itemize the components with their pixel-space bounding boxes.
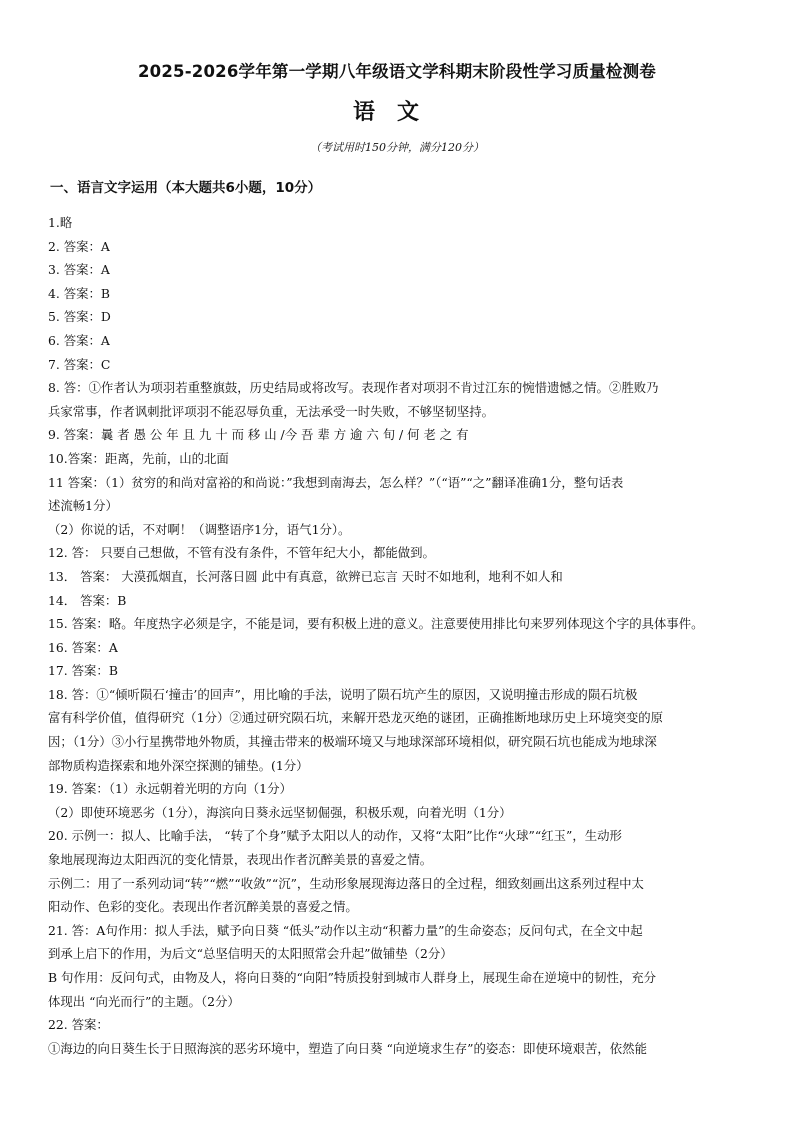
answer-line: 4. 答案：B <box>48 285 111 301</box>
answer-line: 到承上启下的作用，为后文“总坚信明天的太阳照常会升起”做铺垫（2分） <box>48 946 453 962</box>
answer-line: 7. 答案：C <box>48 356 111 372</box>
answer-line: 阳动作、色彩的变化。表现出作者沉醉美景的喜爱之情。 <box>48 899 358 915</box>
answer-line: 2. 答案：A <box>48 238 110 254</box>
answer-line: 1.略 <box>48 215 73 230</box>
answer-line: 17. 答案：B <box>48 663 118 679</box>
answer-line: 示例二：用了一系列动词“转”“燃”“收敛”“沉”，生动形象展现海边落日的全过程，细致刻画出这系列过程中太 <box>48 875 644 891</box>
answer-line: 体现出 “向光而行”的主题。（2分） <box>48 993 240 1009</box>
answer-line: 13． 答案： 大漠孤烟直，长河落日圆 此中有真意，欲辨已忘言 天时不如地利，地利不如人和 <box>48 568 563 584</box>
answer-line: 9. 答案：曩 者 愚 公 年 且 九 十 而 移 山 /今 吾 辈 方 逾 六 旬 / 何 老 之 有 <box>48 427 469 443</box>
answer-line: （2）即使环境恶劣（1分），海滨向日葵永远坚韧倔强，积极乐观，向着光明（1分） <box>48 804 512 820</box>
exam-title: 2025-2026学年第一学期八年级语文学科期末阶段性学习质量检测卷 <box>138 62 656 81</box>
answer-line: 21. 答：A句作用：拟人手法，赋予向日葵 “低头”动作以主动“积蓄力量”的生命姿态；反问句式，在全文中起 <box>48 922 643 938</box>
subject-heading: 语文 <box>352 100 441 125</box>
answer-line: 6. 答案：A <box>48 332 110 348</box>
answer-line: 述流畅1分） <box>48 498 118 514</box>
answer-line: 10.答案：距离，先前，山的北面 <box>48 450 229 466</box>
answer-line: 富有科学价值，值得研究（1分）②通过研究陨石坑，来解开恐龙灭绝的谜团，正确推断地球历史上环境突变的原 <box>48 710 664 726</box>
answer-line: 部物质构造探索和地外深空探测的铺垫。(1分） <box>48 757 309 773</box>
exam-note: （考试用时150分钟，满分120分） <box>310 141 484 154</box>
answer-line: 18. 答：①“倾听陨石‘撞击’的回声”，用比喻的手法，说明了陨石坑产生的原因，又说明撞击形成的陨石坑极 <box>48 686 638 702</box>
answer-line: 11 答案：（1）贫穷的和尚对富裕的和尚说：”我想到南海去，怎么样？”（“语”“之”翻译准确1分，整句话表 <box>48 474 624 490</box>
answer-line: ①海边的向日葵生长于日照海滨的恶劣环境中，塑造了向日葵 “向逆境求生存”的姿态：即使环境艰苦，依然能 <box>48 1040 647 1056</box>
answer-line: 19. 答案：（1）永远朝着光明的方向（1分） <box>48 781 292 797</box>
answer-line: 8. 答：①作者认为项羽若重整旗鼓，历史结局或将改写。表现作者对项羽不肯过江东的惋惜遗憾之情。②胜败乃 <box>48 380 659 396</box>
answer-lines <box>48 211 758 1060</box>
section-heading: 一、语言文字运用（本大题共6小题，10分） <box>50 180 322 196</box>
answer-line: 3. 答案：A <box>48 262 110 278</box>
answer-line: 16. 答案：A <box>48 639 118 655</box>
answer-line: B 句作用：反问句式，由物及人，将向日葵的“向阳”特质投射到城市人群身上，展现生命在逆境中的韧性，充分 <box>48 970 657 985</box>
answer-line: （2）你说的话，不对啊！（调整语序1分，语气1分）。 <box>48 521 351 537</box>
answer-line: 12. 答： 只要自己想做，不管有没有条件，不管年纪大小，都能做到。 <box>48 545 435 561</box>
answer-line: 20. 示例一：拟人、比喻手法， “转了个身”赋予太阳以人的动作，又将“太阳”比作“火球”“红玉”，生动形 <box>48 828 622 844</box>
answer-line: 22. 答案： <box>48 1017 109 1033</box>
answer-line: 因；（1分）③小行星携带地外物质，其撞击带来的极端环境又与地球深部环境相似，研究陨石坑也能成为地球深 <box>48 734 657 750</box>
answer-line: 14． 答案：B <box>48 592 127 608</box>
answer-line: 15. 答案：略。年度热字必须是字，不能是词，要有积极上进的意义。注意要使用排比句来罗列体现这个字的具体事件。 <box>48 616 704 632</box>
answer-line: 兵家常事，作者讽刺批评项羽不能忍辱负重，无法承受一时失败，不够坚韧坚持。 <box>48 403 495 419</box>
answer-line: 象地展现海边太阳西沉的变化情景，表现出作者沉醉美景的喜爱之情。 <box>48 852 433 868</box>
answer-line: 5. 答案：D <box>48 309 111 325</box>
